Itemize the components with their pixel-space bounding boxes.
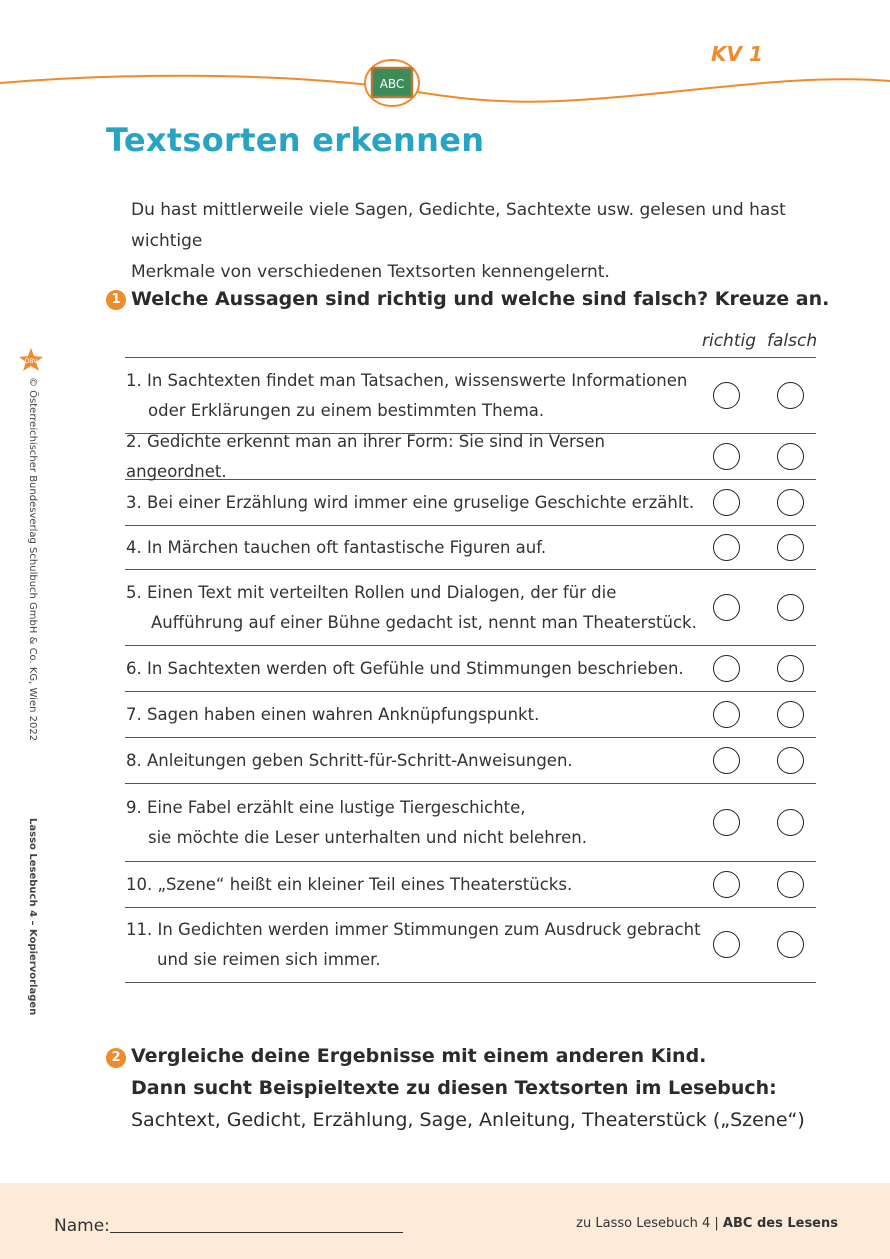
falsch-checkbox[interactable]: [777, 489, 804, 516]
header-wave: [0, 55, 890, 115]
statement-text: 1. In Sachtexten findet man Tatsachen, wissenswerte Informationen oder Erklärungen zu einem bestimmten Thema.: [126, 370, 688, 420]
falsch-checkbox[interactable]: [777, 382, 804, 409]
statement-text: 2. Gedichte erkennt man an ihrer Form: Sie sind in Versen angeordnet.: [126, 431, 606, 481]
intro-line-1: Du hast mittlerweile viele Sagen, Gedichte, Sachtexte usw. gelesen und hast wichtige: [131, 200, 786, 251]
richtig-checkbox[interactable]: [713, 534, 740, 561]
book-title-vertical: Lasso Lesebuch 4 – Kopiervorlagen: [27, 818, 38, 1016]
statement-row: [125, 692, 816, 738]
task1-instruction: Welche Aussagen sind richtig und welche sind falsch? Kreuze an.: [131, 288, 830, 310]
falsch-checkbox[interactable]: [777, 594, 804, 621]
statement-row: [125, 908, 816, 983]
page-title: Textsorten erkennen: [106, 121, 485, 159]
statement-text: 5. Einen Text mit verteilten Rollen und Dialogen, der für die Aufführung auf einer Bühne gedacht ist, nennt man Theaterstück.: [126, 582, 697, 632]
name-label: Name:: [54, 1216, 110, 1236]
richtig-checkbox[interactable]: [713, 594, 740, 621]
richtig-checkbox[interactable]: [713, 655, 740, 682]
chalkboard-icon: [363, 58, 421, 108]
falsch-checkbox[interactable]: [777, 871, 804, 898]
statement-text: 9. Eine Fabel erzählt eine lustige Tiergeschichte, sie möchte die Leser unterhalten und nicht belehren.: [126, 797, 587, 847]
name-input-line[interactable]: [110, 1232, 403, 1233]
falsch-checkbox[interactable]: [777, 809, 804, 836]
falsch-checkbox[interactable]: [777, 443, 804, 470]
richtig-checkbox[interactable]: [713, 871, 740, 898]
task2-instruction: [131, 1040, 805, 1136]
column-header-falsch: falsch: [767, 331, 818, 351]
statement-row: [125, 862, 816, 908]
statement-row: [125, 570, 816, 646]
task2-line-1: Vergleiche deine Ergebnisse mit einem anderen Kind.: [131, 1045, 707, 1067]
richtig-checkbox[interactable]: [713, 489, 740, 516]
task2-line-2: Dann sucht Beispieltexte zu diesen Textsorten im Lesebuch:: [131, 1077, 777, 1099]
statement-text: 7. Sagen haben einen wahren Anknüpfungspunkt.: [126, 704, 540, 724]
falsch-checkbox[interactable]: [777, 931, 804, 958]
task-number-1: 1: [106, 290, 126, 310]
svg-text:ÖBV: ÖBV: [24, 358, 38, 365]
falsch-checkbox[interactable]: [777, 655, 804, 682]
falsch-checkbox[interactable]: [777, 534, 804, 561]
richtig-checkbox[interactable]: [713, 701, 740, 728]
statement-text: 6. In Sachtexten werden oft Gefühle und Stimmungen beschrieben.: [126, 658, 684, 678]
statement-row: [125, 738, 816, 784]
copyright-vertical: © Österreichischer Bundesverlag Schulbuch GmbH & Co. KG, Wien 2022: [27, 377, 38, 742]
statement-text: 8. Anleitungen geben Schritt-für-Schritt-Anweisungen.: [126, 750, 573, 770]
richtig-checkbox[interactable]: [713, 747, 740, 774]
publisher-logo-icon: [18, 347, 44, 373]
task2-line-3: Sachtext, Gedicht, Erzählung, Sage, Anleitung, Theaterstück („Szene“): [131, 1109, 805, 1131]
statement-text: 3. Bei einer Erzählung wird immer eine gruselige Geschichte erzählt.: [126, 492, 695, 512]
footer-reference: zu Lasso Lesebuch 4 | ABC des Lesens: [576, 1216, 838, 1231]
statement-text: 10. „Szene“ heißt ein kleiner Teil eines Theaterstücks.: [126, 874, 573, 894]
column-header-richtig: richtig: [702, 331, 757, 351]
intro-text: [131, 195, 831, 288]
statement-row: [125, 646, 816, 692]
svg-text:ABC: ABC: [379, 77, 405, 91]
statement-row: [125, 431, 816, 481]
falsch-checkbox[interactable]: [777, 747, 804, 774]
kv-label: KV 1: [711, 42, 763, 66]
richtig-checkbox[interactable]: [713, 931, 740, 958]
statement-text: 4. In Märchen tauchen oft fantastische Figuren auf.: [126, 537, 547, 557]
richtig-checkbox[interactable]: [713, 443, 740, 470]
statement-row: [125, 784, 816, 862]
intro-line-2: Merkmale von verschiedenen Textsorten kennengelernt.: [131, 262, 610, 282]
task-number-2: 2: [106, 1048, 126, 1068]
falsch-checkbox[interactable]: [777, 701, 804, 728]
statement-row: [125, 480, 816, 526]
richtig-checkbox[interactable]: [713, 809, 740, 836]
statement-text: 11. In Gedichten werden immer Stimmungen zum Ausdruck gebracht und sie reimen sich immer.: [126, 920, 701, 969]
statement-row: [125, 526, 816, 570]
richtig-checkbox[interactable]: [713, 382, 740, 409]
statement-row: [125, 358, 816, 434]
statements-table: [125, 357, 816, 983]
